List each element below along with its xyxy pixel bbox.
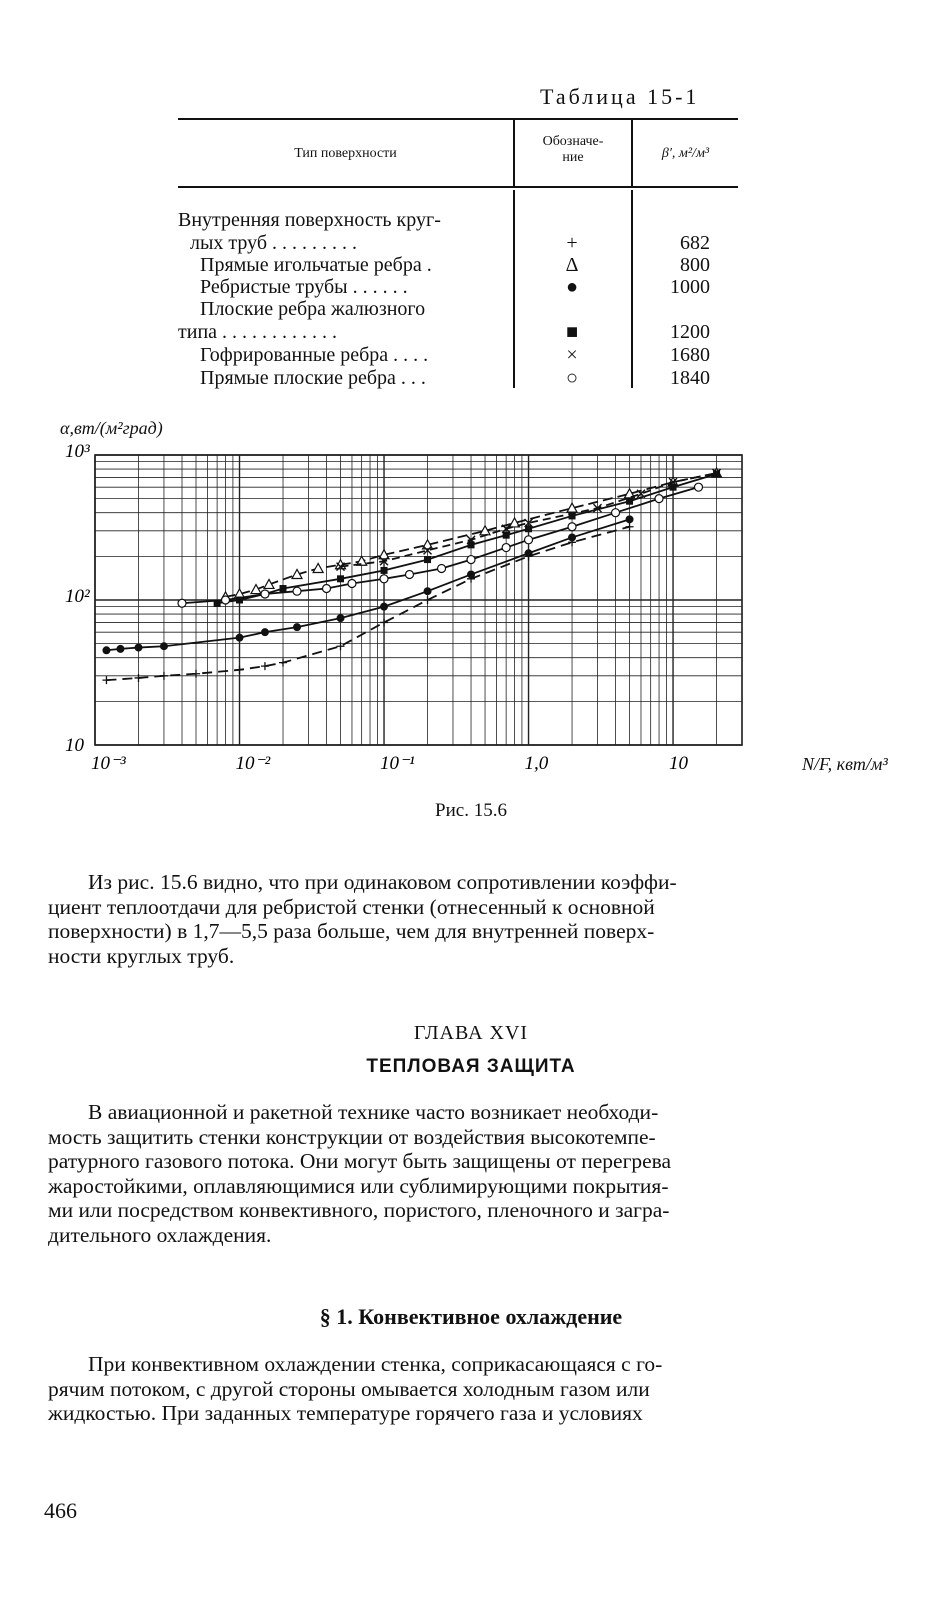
row-value-round-tubes: 682 [680,232,710,254]
y-tick-label: 10² [65,586,90,607]
figure-caption: Рис. 15.6 [435,800,507,821]
data-point-circle [612,509,620,517]
data-point-plus [279,659,287,667]
data-point-circle [438,564,446,572]
data-point-dot [337,614,345,622]
paragraph-2 [48,1100,880,1247]
row-label-pin-fins: Прямые игольчатые ребра . [200,254,432,276]
row-label-finned-tubes: Ребристые трубы . . . . . . [200,276,408,298]
col-header-surface: Тип поверхности [294,146,397,161]
data-point-circle [348,579,356,587]
data-point-plus [160,672,168,680]
paragraph-1 [48,870,880,968]
row-symbol-circle: ○ [565,367,579,389]
col-header-symbol-line2: ние [562,150,584,165]
data-point-circle [323,585,331,593]
row-label-plain-fins: Прямые плоские ребра . . . [200,367,426,389]
chart-series [102,468,721,684]
chart-ticks [65,441,689,774]
data-point-circle [502,544,510,552]
row-symbol-triangle: Δ [565,254,579,276]
data-point-circle [694,483,702,491]
data-point-square [424,556,431,563]
page-number: 466 [44,1498,77,1523]
data-point-circle [405,570,413,578]
data-point-circle [467,556,475,564]
row-label-round-tubes-2: лых труб . . . . . . . . . [190,232,358,254]
col-header-symbol-line1: Обозначе- [542,134,604,149]
row-value-finned-tubes: 1000 [670,276,710,298]
row-symbol-dot: ● [565,276,579,298]
paragraph-3-line: При конвективном охлаждении стенка, соприкасающаяся с го- [88,1352,663,1376]
row-symbol-square: ■ [565,321,579,343]
x-tick-label: 1,0 [524,753,549,774]
y-tick-label: 10 [65,735,84,756]
data-point-plus [424,596,432,604]
data-point-circle [655,495,663,503]
chart-grid [95,455,742,745]
paragraph-3 [48,1352,880,1426]
data-point-dot [102,646,110,654]
chapter-title: ТЕПЛОВАЯ ЗАЩИТА [366,1056,576,1077]
paragraph-1-line: циент теплоотдачи для ребристой стенки (отнесенный к основной [48,894,655,919]
data-point-square [569,512,576,519]
series-line-dot [106,519,629,650]
row-value-plain-fins: 1840 [670,367,710,389]
data-point-square [503,532,510,539]
row-label-round-tubes-1: Внутренняя поверхность круг- [178,209,441,231]
data-point-circle [568,523,576,531]
data-point-dot [236,634,244,642]
data-point-plus [261,662,269,670]
row-label-louvered-1: Плоские ребра жалюзного [200,298,426,320]
chart [0,0,942,800]
paragraph-2-line: мость защитить стенки конструкции от воздействия высокотемпе- [48,1124,656,1149]
row-symbol-plus: + [566,232,578,254]
row-label-wavy-fins: Гофрированные ребра . . . . [200,344,429,366]
x-tick-label: 10 [669,753,689,774]
row-value-pin-fins: 800 [680,254,710,276]
row-symbol-cross: × [566,344,578,366]
data-point-dot [160,642,168,650]
data-point-plus [236,666,244,674]
paragraph-2-line: дительного охлаждения. [48,1222,272,1247]
data-point-plus [192,670,200,678]
data-point-dot [116,645,124,653]
data-point-circle [525,536,533,544]
x-tick-label: 10⁻² [235,753,271,774]
paragraph-1-line: Из рис. 15.6 видно, что при одинаковом сопротивлении коэффи- [88,870,677,894]
data-point-triangle [313,563,323,572]
data-point-square [468,541,475,548]
data-point-circle [380,575,388,583]
data-point-circle [222,596,230,604]
data-point-square [713,470,720,477]
section-heading: § 1. Конвективное охлаждение [319,1304,623,1329]
data-point-square [337,575,344,582]
data-point-square [670,484,677,491]
data-point-dot [261,628,269,636]
y-axis-label: α,вт/(м²град) [60,418,163,438]
data-point-circle [293,587,301,595]
data-point-circle [261,590,269,598]
data-point-square [381,567,388,574]
x-axis-label: N/F, квт/м³ [802,754,888,774]
data-point-circle [178,599,186,607]
data-point-square [525,525,532,532]
data-point-plus [626,523,634,531]
row-label-louvered-2: типа . . . . . . . . . . . . [178,321,338,343]
table-caption: Таблица 15-1 [540,84,700,109]
data-point-square [280,585,287,592]
data-point-dot [293,623,301,631]
paragraph-1-line: поверхности) в 1,7—5,5 раза больше, чем для внутренней поверх- [48,919,655,943]
data-point-plus [102,676,110,684]
paragraph-2-line: В авиационной и ракетной технике часто возникает необходи- [88,1100,659,1124]
x-tick-label: 10⁻¹ [380,753,415,774]
data-point-dot [380,603,388,611]
data-point-square [626,498,633,505]
chapter-heading: ГЛАВА XVI [413,1022,529,1044]
row-value-louvered: 1200 [670,321,710,343]
paragraph-3-line: жидкостью. При заданных температуре горячего газа и условиях [48,1401,643,1425]
paragraph-2-line: ми или посредством конвективного, пористого, пленочного и загра- [48,1198,670,1222]
paragraph-2-line: жаростойкими, оплавляющимися или сублимирующими покрытия- [48,1173,669,1198]
paragraph-3-line: рячим потоком, с другой стороны омывается холодным газом или [48,1376,650,1401]
paragraph-2-line: ратурного газового потока. Они могут быть защищены от перегрева [48,1149,672,1173]
data-point-dot [626,515,634,523]
y-tick-label: 10³ [65,441,90,462]
x-tick-label: 10⁻³ [91,753,126,774]
row-value-wavy-fins: 1680 [670,344,710,366]
data-point-dot [424,587,432,595]
col-header-beta: β′, м²/м³ [661,146,710,161]
data-point-plus [135,674,143,682]
data-point-plus [380,618,388,626]
data-point-dot [135,644,143,652]
paragraph-1-line: ности круглых труб. [48,943,235,968]
